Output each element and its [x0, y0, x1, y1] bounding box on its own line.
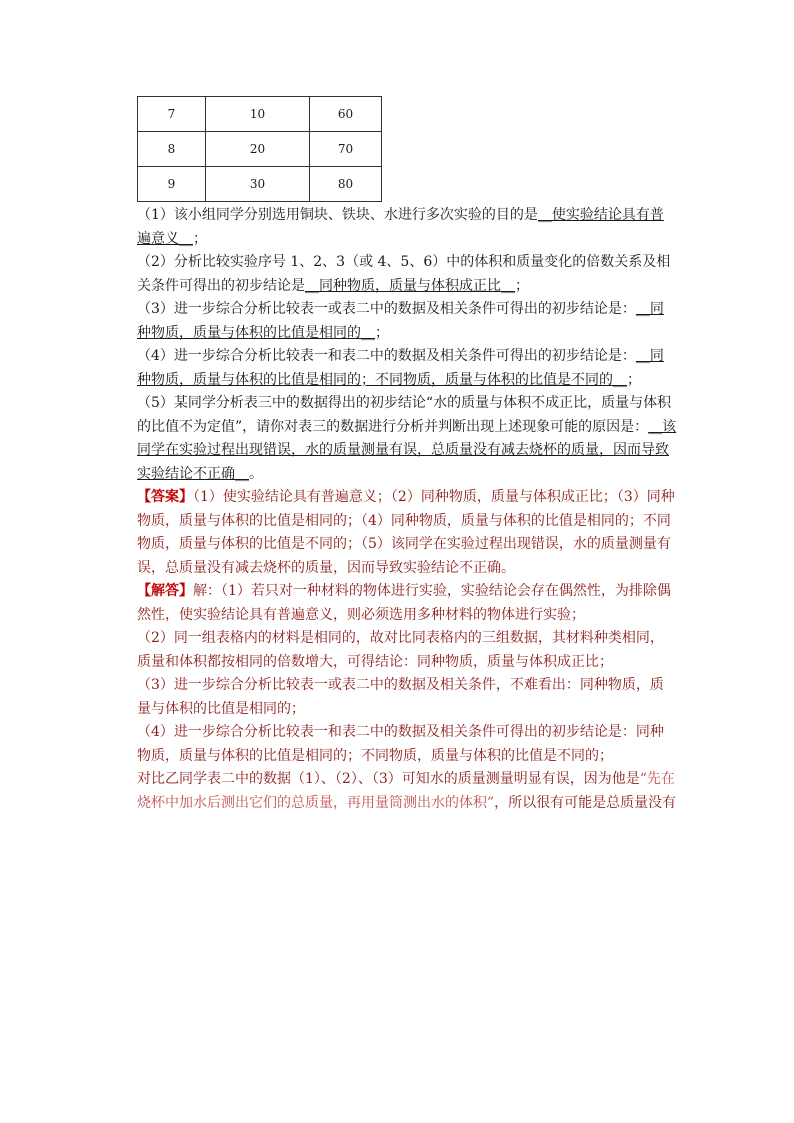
punctuation: 。 — [249, 465, 263, 482]
table-cell: 60 — [310, 97, 382, 132]
filled-answer: __该同学在实验过程出现错误，水的质量测量有误，总质量没有减去烧杯的质量，因而导致实验结论不正确__ — [137, 418, 677, 482]
table-row — [138, 132, 382, 167]
analysis-paragraph: 解：（1）若只对一种材料的物体进行实验，实验结论会存在偶然性，为排除偶然性，使实验结论具有普遍意义，则必须选用多种材料的物体进行实验； — [137, 583, 671, 623]
answer-tag: 【答案】 — [137, 489, 193, 505]
quoted-conclusion: “水的质量与体积不成正比，质量与体积的比值不为定值” — [137, 395, 672, 435]
question-text: ，请你对表三的数据进行分析并判断出现上述现象可能的原因是： — [242, 418, 649, 435]
filled-answer: __同种物质，质量与体积成正比__ — [305, 277, 515, 294]
quoted-method: “先在烧杯中加水后测出它们的总质量，再用量筒测出水的体积” — [137, 771, 675, 811]
question-2 — [137, 251, 677, 298]
table-cell: 30 — [206, 167, 310, 202]
question-text: （5）某同学分析表三中的数据得出的初步结论 — [137, 395, 426, 411]
answer-text: （1）使实验结论具有普遍意义；（2）同种物质，质量与体积成正比；（3）同种物质，质量与体积的比值是相同的；（4）同种物质，质量与体积的比值是相同的；不同物质，质量与体积的比值是不同的；（5）该同学在实验过程出现错误，水的质量测量有误，总质量没有减去烧杯的质量，因而导致实验结论不正确。 — [137, 489, 675, 576]
question-3 — [137, 298, 677, 345]
punctuation: ； — [375, 324, 389, 341]
question-text: （4）进一步综合分析比较表一和表二中的数据及相关条件可得出的初步结论是： — [137, 348, 636, 364]
filled-answer: __使实验结论具有普遍意义__ — [137, 207, 664, 247]
question-1 — [137, 204, 677, 251]
analysis-tag: 【解答】 — [137, 583, 193, 599]
document-body — [137, 204, 677, 815]
analysis-text: 对比乙同学表二中的数据（1）、（2）、（3）可知水的质量测量明显有误，因为他是 — [137, 771, 640, 787]
question-text: （1）该小组同学分别选用铜块、铁块、水进行多次实验的目的是 — [137, 207, 538, 223]
filled-answer: __同种物质，质量与体积的比值是相同的__ — [137, 301, 664, 341]
filled-answer: __同种物质，质量与体积的比值是相同的；不同物质，质量与体积的比值是不同的__ — [137, 348, 664, 388]
analysis-paragraph-2: （2）同一组表格内的材料是相同的，故对比同表格内的三组数据，其材料种类相同，质量和体积都按相同的倍数增大，可得结论：同种物质，质量与体积成正比； — [137, 630, 664, 670]
table-cell: 80 — [310, 167, 382, 202]
table-row — [138, 167, 382, 202]
table-cell: 7 — [138, 97, 206, 132]
punctuation: ； — [627, 371, 641, 388]
analysis-text: ，所以很有可能是总质量没有 — [494, 794, 677, 811]
table-row — [138, 97, 382, 132]
punctuation: ； — [193, 230, 207, 247]
table-cell: 20 — [206, 132, 310, 167]
analysis-paragraph-4: （4）进一步综合分析比较表一和表二中的数据及相关条件可得出的初步结论是：同种物质，质量与体积的比值是相同的；不同物质，质量与体积的比值是不同的； — [137, 724, 664, 764]
table-cell: 70 — [310, 132, 382, 167]
question-text: （3）进一步综合分析比较表一或表二中的数据及相关条件可得出的初步结论是： — [137, 301, 636, 317]
question-4 — [137, 345, 677, 392]
table-cell: 9 — [138, 167, 206, 202]
punctuation: ； — [515, 277, 529, 294]
table-cell: 8 — [138, 132, 206, 167]
question-text: （2）分析比较实验序号 1、2、3（或 4、5、6）中的体积和质量变化的倍数关系及相关条件可得出的初步结论是 — [137, 254, 671, 294]
question-5 — [137, 392, 677, 486]
analysis-paragraph-5 — [137, 768, 677, 815]
analysis-section — [137, 580, 677, 627]
answer-section — [137, 486, 677, 580]
analysis-paragraph-3: （3）进一步综合分析比较表一或表二中的数据及相关条件，不难看出：同种物质，质量与体积的比值是相同的； — [137, 677, 664, 717]
data-table — [137, 96, 382, 202]
table-cell: 10 — [206, 97, 310, 132]
